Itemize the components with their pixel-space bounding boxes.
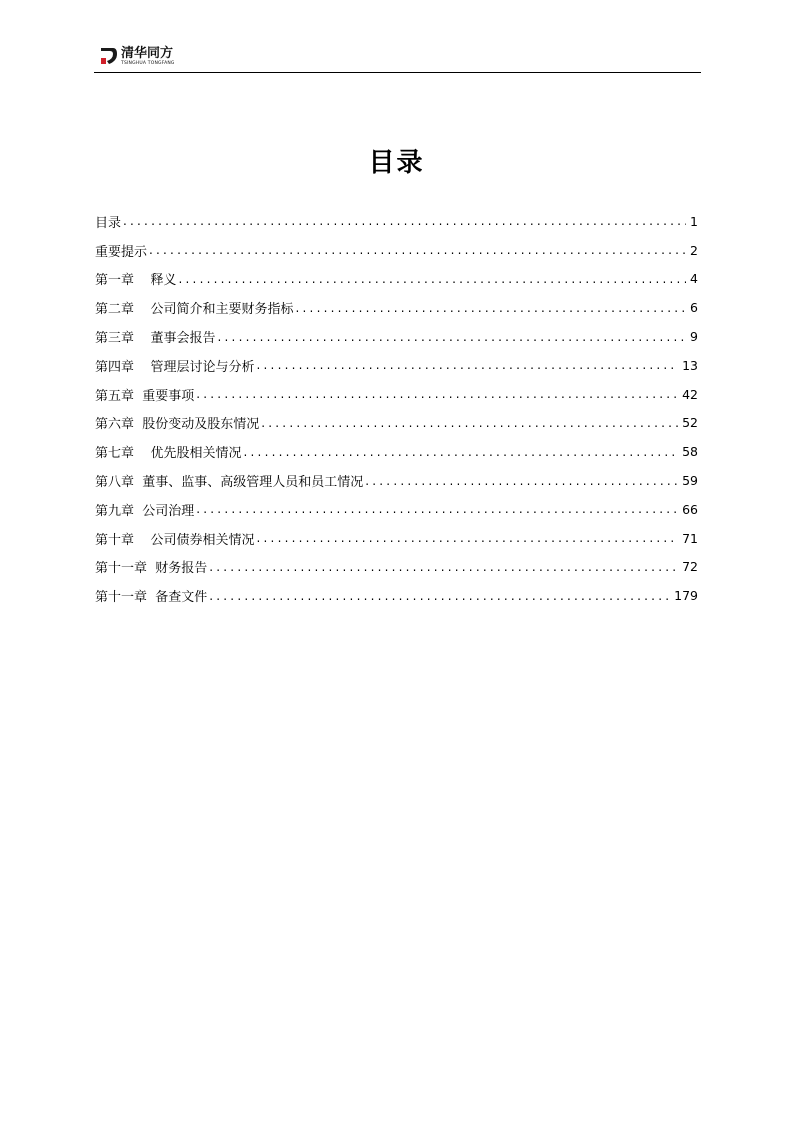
- toc-entry-page: 9: [690, 329, 698, 345]
- toc-entry-page: 179: [674, 588, 698, 604]
- toc-entry-label: 第三章 董事会报告: [95, 331, 216, 347]
- toc-entry-label: 重要提示: [95, 244, 148, 260]
- toc-leader-dots: [209, 560, 678, 574]
- toc-leader-dots: [244, 445, 679, 459]
- logo-text-en: TSINGHUA TONGFANG: [121, 61, 175, 66]
- toc-entry[interactable]: [95, 409, 698, 438]
- toc-entry-page: 52: [682, 415, 698, 431]
- company-logo: [98, 46, 175, 70]
- toc-entry[interactable]: [95, 380, 698, 409]
- toc-entry[interactable]: [95, 351, 698, 380]
- toc-leader-dots: [365, 474, 678, 488]
- toc-leader-dots: [196, 387, 678, 401]
- toc-entry[interactable]: [95, 437, 698, 466]
- tongfang-logo-icon: [98, 46, 118, 66]
- toc-leader-dots: [261, 416, 678, 430]
- toc-entry[interactable]: [95, 236, 698, 265]
- toc-entry[interactable]: [95, 293, 698, 322]
- toc-entry-label: 第十一章 备查文件: [95, 590, 208, 606]
- toc-entry-label: 第二章 公司简介和主要财务指标: [95, 302, 294, 318]
- toc-entry-label: 目录: [95, 215, 122, 231]
- toc-leader-dots: [257, 358, 679, 372]
- toc-entry-page: 58: [682, 444, 698, 460]
- toc-entry[interactable]: [95, 581, 698, 610]
- toc-leader-dots: [209, 589, 670, 603]
- toc-entry-page: 6: [690, 300, 698, 316]
- toc-entry[interactable]: [95, 524, 698, 553]
- toc-entry[interactable]: [95, 553, 698, 582]
- page-title: 目录: [368, 148, 425, 178]
- table-of-contents: [95, 207, 698, 610]
- toc-leader-dots: [218, 330, 687, 344]
- toc-entry-label: 第六章 股份变动及股东情况: [95, 417, 260, 433]
- toc-entry-label: 第五章 重要事项: [95, 388, 195, 404]
- toc-entry-page: 42: [682, 386, 698, 402]
- toc-entry-page: 59: [682, 473, 698, 489]
- toc-entry-label: 第一章 释义: [95, 273, 177, 289]
- toc-entry-page: 71: [682, 530, 698, 546]
- toc-leader-dots: [123, 214, 686, 228]
- toc-entry-label: 第十一章 财务报告: [95, 561, 208, 577]
- toc-entry-label: 第九章 公司治理: [95, 503, 195, 519]
- toc-leader-dots: [149, 243, 686, 257]
- toc-entry-page: 1: [690, 213, 698, 229]
- toc-entry[interactable]: [95, 322, 698, 351]
- toc-leader-dots: [179, 272, 687, 286]
- toc-entry-label: 第七章 优先股相关情况: [95, 446, 242, 462]
- toc-entry[interactable]: [95, 466, 698, 495]
- toc-entry[interactable]: [95, 207, 698, 236]
- toc-entry[interactable]: [95, 265, 698, 294]
- toc-leader-dots: [257, 531, 679, 545]
- logo-text-cn: 清华同方: [121, 46, 174, 61]
- toc-entry-page: 13: [682, 357, 698, 373]
- toc-entry[interactable]: [95, 495, 698, 524]
- toc-entry-page: 2: [690, 242, 698, 258]
- toc-entry-page: 72: [682, 559, 698, 575]
- toc-entry-page: 4: [690, 271, 698, 287]
- toc-entry-label: 第十章 公司债券相关情况: [95, 532, 255, 548]
- page-header: [94, 44, 701, 73]
- toc-entry-label: 第四章 管理层讨论与分析: [95, 359, 255, 375]
- toc-leader-dots: [296, 301, 687, 315]
- toc-leader-dots: [196, 502, 678, 516]
- toc-entry-page: 66: [682, 501, 698, 517]
- toc-entry-label: 第八章 董事、监事、高级管理人员和员工情况: [95, 475, 364, 491]
